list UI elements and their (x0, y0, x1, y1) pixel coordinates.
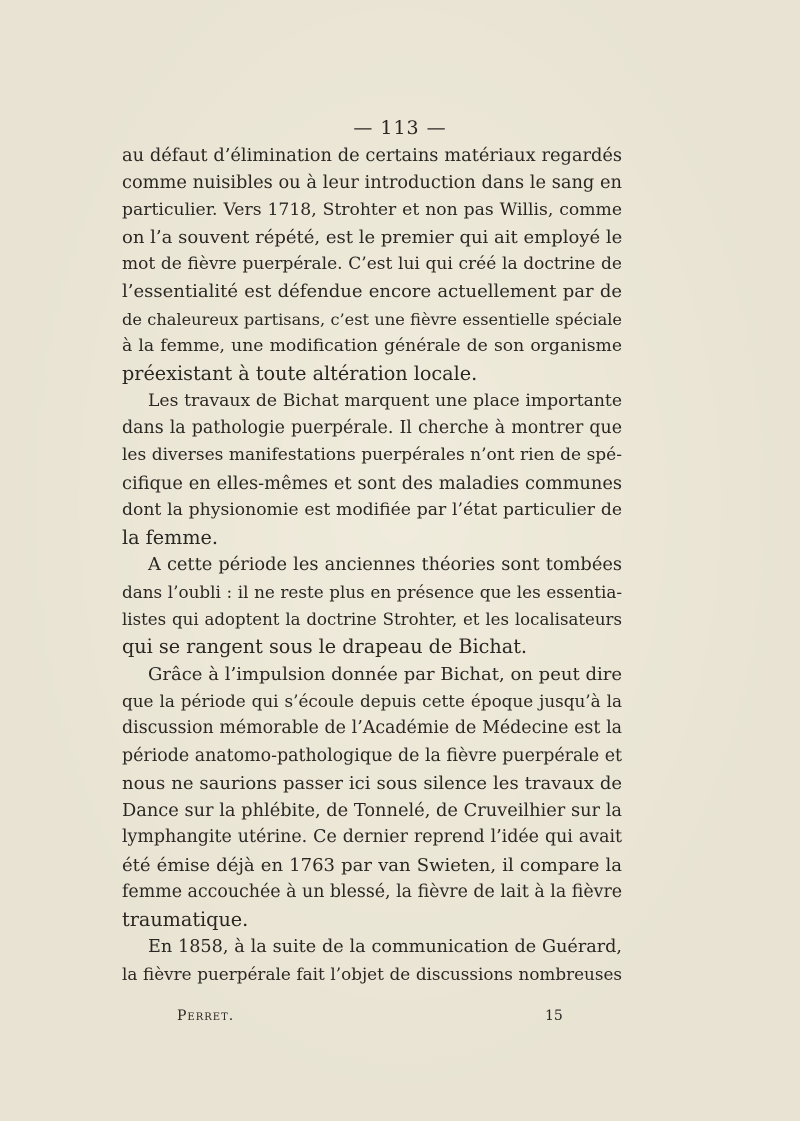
text-line: qui se rangent sous le drapeau de Bichat. (122, 635, 527, 659)
text-line: la femme. (122, 526, 218, 550)
text-line: à la femme, une modification générale de son organisme (122, 336, 622, 357)
body-text (122, 142, 622, 988)
text-line: traumatique. (122, 908, 249, 932)
text-line: les diverses manifestations puerpérales n’ont rien de spé- (122, 445, 622, 466)
text-line: listes qui adoptent la doctrine Strohter, et les localisateurs (122, 610, 622, 630)
text-line: nous ne saurions passer ici sous silence les travaux de (122, 772, 622, 794)
text-line: lymphangite utérine. Ce dernier reprend l’idée qui avait (122, 827, 622, 848)
text-line: au défaut d’élimination de certains matériaux regardés (122, 145, 622, 166)
text-line: Les travaux de Bichat marquent une place importante (148, 390, 622, 411)
text-line: cifique en elles-mêmes et sont des maladies communes (122, 472, 622, 494)
text-line: dans l’oubli : il ne reste plus en présence que les essentia- (122, 581, 622, 602)
text-line: la fièvre puerpérale fait l’objet de discussions nombreuses (122, 963, 622, 984)
sheet-number: 15 (545, 1008, 563, 1024)
text-line: période anatomo-pathologique de la fièvre puerpérale et (122, 745, 622, 766)
page-footer (0, 1008, 800, 1030)
text-line: mot de fièvre puerpérale. C’est lui qui créé la doctrine de (122, 254, 622, 275)
text-line: de chaleureux partisans, c’est une fièvre essentielle spéciale (122, 309, 622, 329)
printer-signature: Perret. (177, 1008, 235, 1024)
text-line: l’essentialité est défendue encore actuellement par de (122, 281, 622, 303)
text-line: particulier. Vers 1718, Strohter et non pas Willis, comme (122, 199, 622, 220)
text-line: discussion mémorable de l’Académie de Médecine est la (122, 718, 622, 739)
page-number-header: — 113 — (353, 117, 447, 139)
text-line: on l’a souvent répété, est le premier qui ait employé le (122, 226, 622, 248)
text-line: comme nuisibles ou à leur introduction dans le sang en (122, 172, 622, 194)
text-line: femme accouchée à un blessé, la fièvre de lait à la fièvre (122, 882, 622, 903)
text-line: A cette période les anciennes théories sont tombées (148, 554, 622, 576)
text-line: dans la pathologie puerpérale. Il cherche à montrer que (122, 417, 622, 438)
text-line: été émise déjà en 1763 par van Swieten, il compare la (122, 854, 622, 876)
text-line: que la période qui s’écoule depuis cette époque jusqu’à la (122, 690, 622, 711)
text-line: En 1858, à la suite de la communication de Guérard, (148, 936, 622, 957)
text-line: Dance sur la phlébite, de Tonnelé, de Cruveilhier sur la (122, 800, 622, 822)
text-line: préexistant à toute altération locale. (122, 362, 478, 386)
text-line: dont la physionomie est modifiée par l’état particulier de (122, 499, 622, 520)
text-line: Grâce à l’impulsion donnée par Bichat, on peut dire (148, 663, 622, 685)
